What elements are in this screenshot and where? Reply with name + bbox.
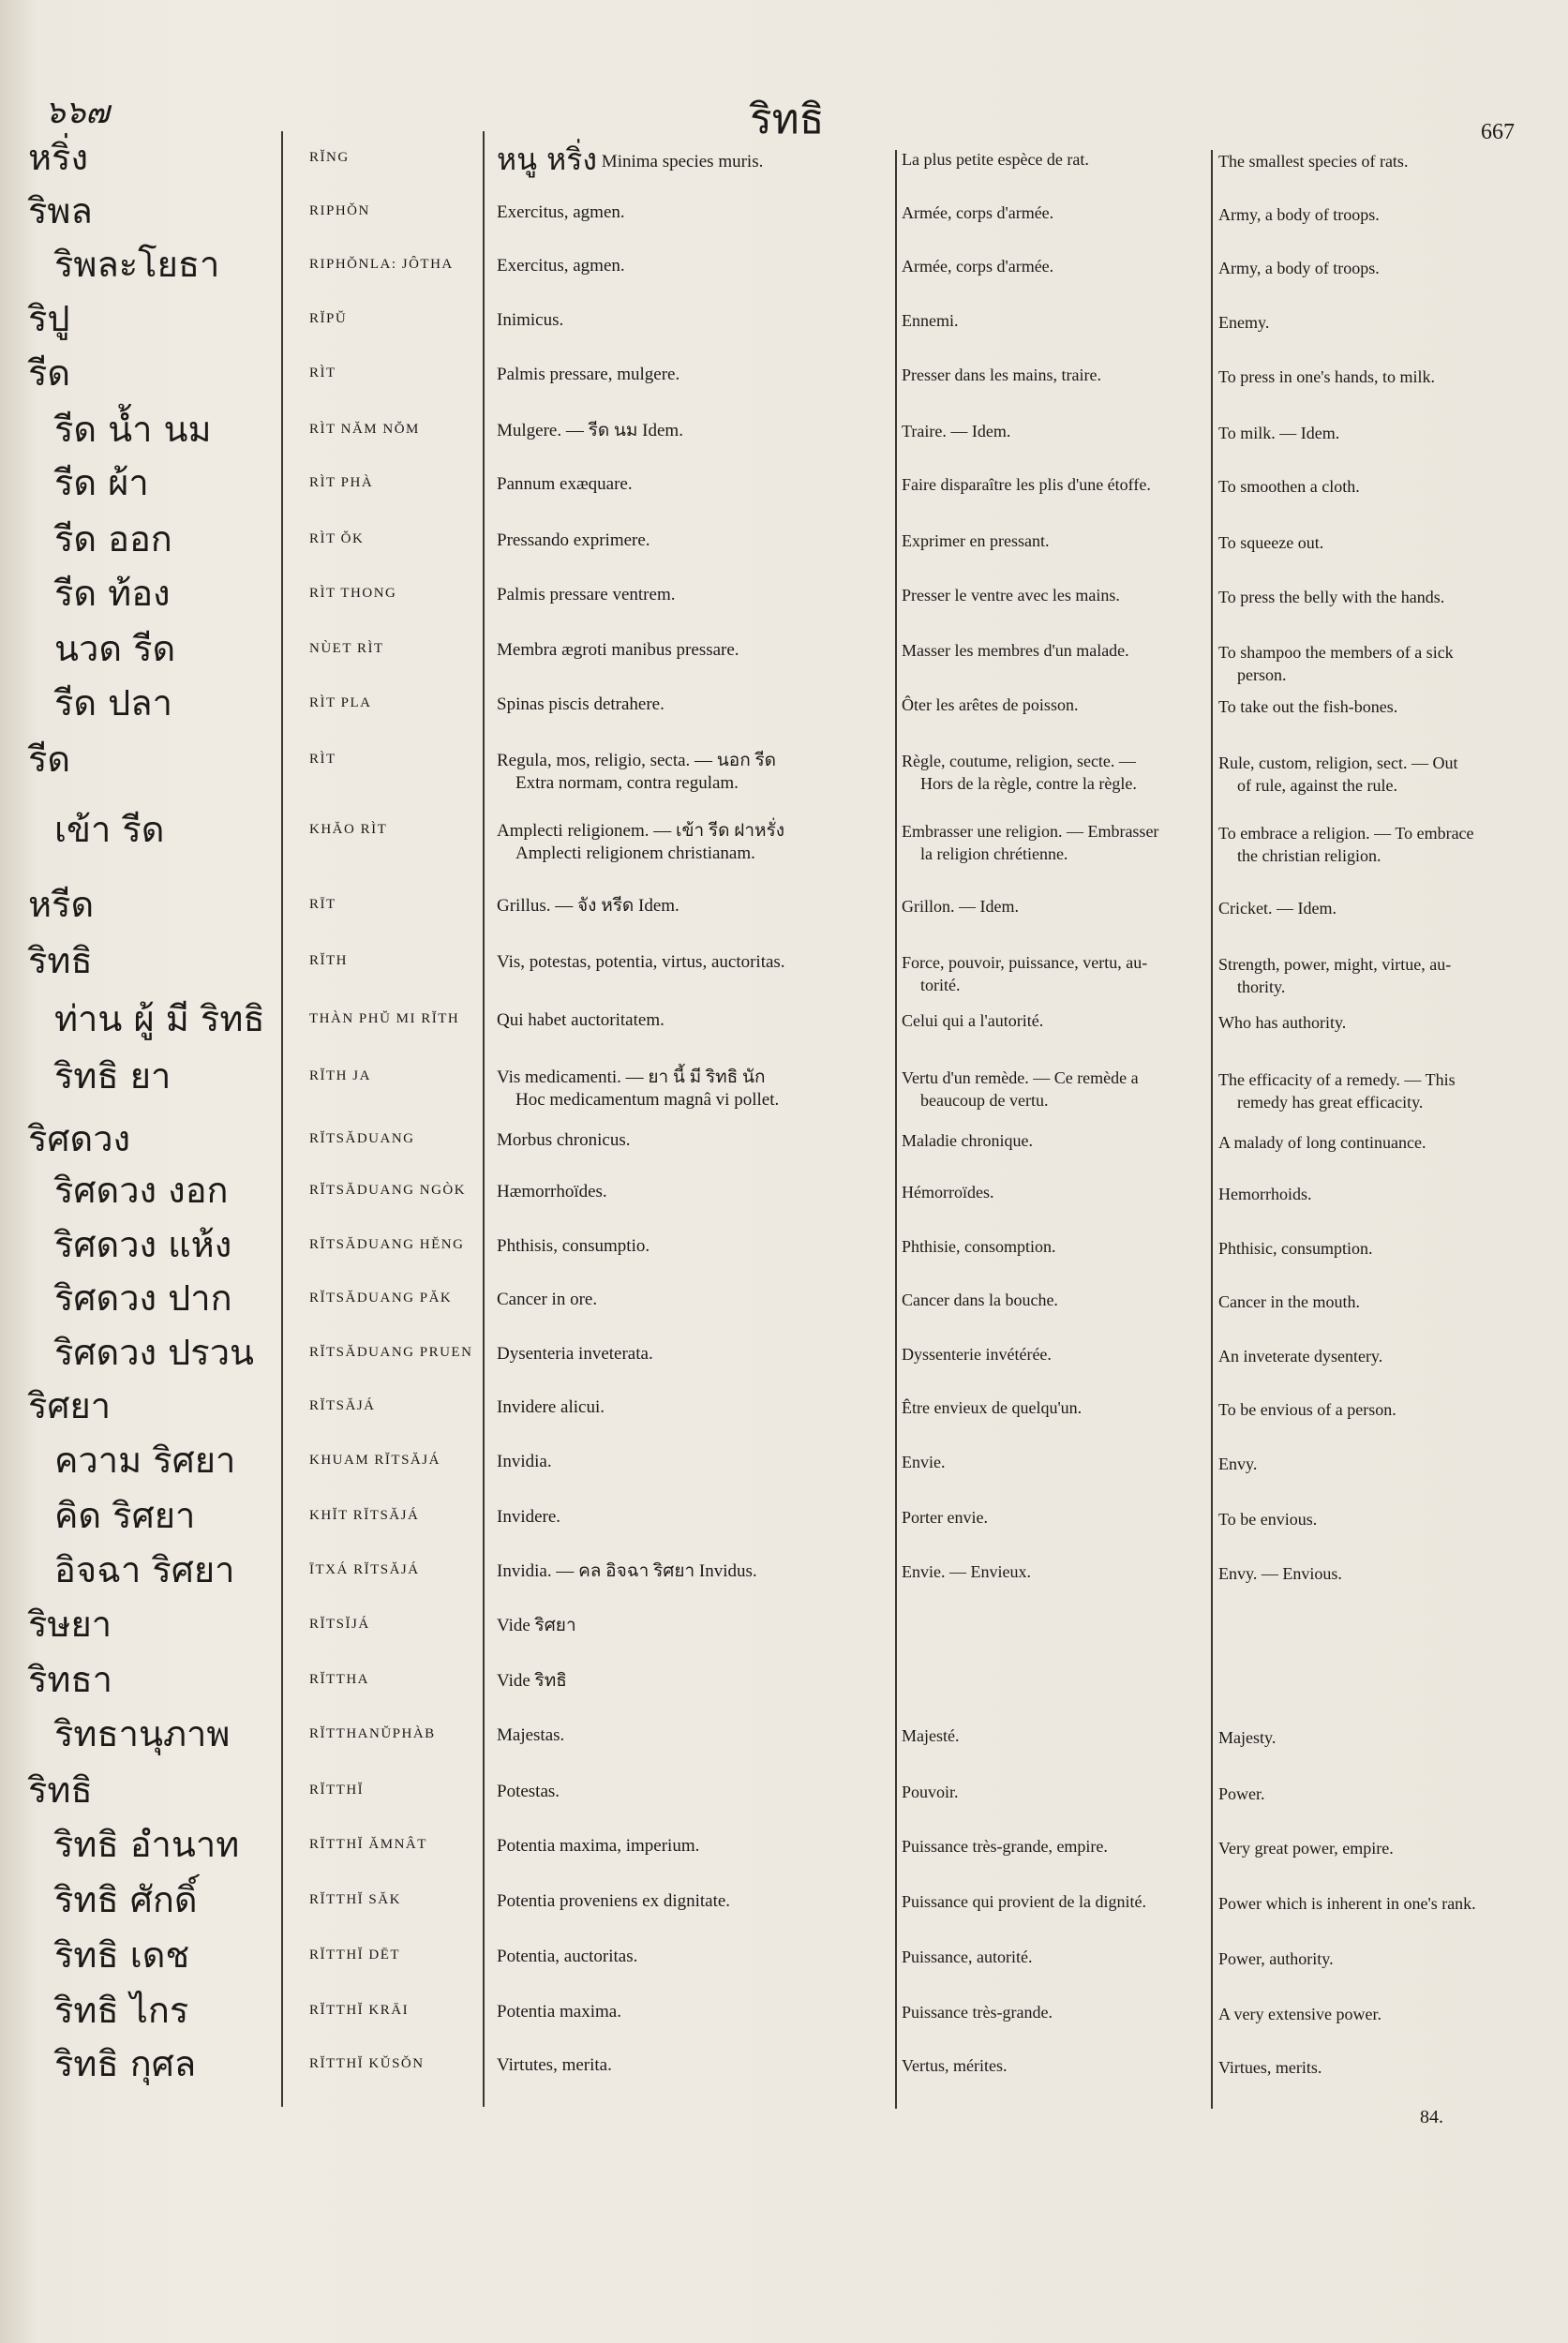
french-definition: [902, 694, 1078, 716]
english-definition: [1218, 2003, 1381, 2025]
french-text-continued: torité.: [920, 976, 961, 994]
french-text: Celui qui a l'autorité.: [902, 1011, 1044, 1030]
latin-text: Vis, potestas, potentia, virtus, auctoritas.: [497, 952, 785, 972]
latin-text: Majestas.: [497, 1725, 565, 1745]
french-definition: [902, 1946, 1032, 1968]
english-text-continued: thority.: [1237, 977, 1286, 996]
english-definition: [1218, 822, 1474, 867]
latin-definition: [497, 473, 633, 496]
english-text: Army, a body of troops.: [1218, 205, 1380, 224]
french-text: Armée, corps d'armée.: [902, 257, 1054, 276]
latin-text: Potentia maxima, imperium.: [497, 1836, 700, 1856]
latin-text: Palmis pressare ventrem.: [497, 585, 676, 604]
english-text: Virtues, merits.: [1218, 2058, 1322, 2077]
latin-text: Grillus. — จัง หรีด Idem.: [497, 896, 679, 916]
latin-text: Vide ริศยา: [497, 1616, 576, 1635]
french-definition: [902, 201, 1053, 224]
romanization: RÌT: [309, 752, 336, 767]
latin-definition: [497, 1235, 650, 1258]
latin-text-continued: Hoc medicamentum magnâ vi pollet.: [515, 1090, 780, 1110]
french-text: Presser le ventre avec les mains.: [902, 586, 1120, 604]
english-text: Cricket. — Idem.: [1218, 899, 1337, 918]
english-definition: [1218, 203, 1380, 226]
french-definition: [902, 1835, 1108, 1858]
romanization: RĬTSĂJÁ: [309, 1398, 376, 1413]
latin-definition: [497, 1396, 605, 1419]
latin-text: Pannum exæquare.: [497, 474, 633, 494]
latin-text: Vis medicamenti. — ยา นี้ มี ริทธิ นัก: [497, 1067, 766, 1087]
french-definition: [902, 364, 1101, 386]
latin-definition: [497, 201, 625, 224]
english-definition: [1218, 1237, 1373, 1260]
thai-headword: รีด: [28, 352, 71, 394]
thai-headword: หรีด: [28, 884, 95, 925]
romanization: RĪT: [309, 897, 336, 912]
english-definition: [1218, 1892, 1476, 1915]
latin-text: Dysenteria inveterata.: [497, 1344, 653, 1364]
latin-definition: [497, 1670, 567, 1693]
english-definition: [1218, 1183, 1311, 1205]
french-definition: [902, 1129, 1033, 1152]
latin-text: Inimicus.: [497, 310, 564, 330]
latin-text: Invidia. — คล อิจฉา ริศยา Invidus.: [497, 1561, 757, 1581]
page-title: ริทธิ: [750, 96, 825, 143]
english-definition: [1218, 1453, 1257, 1475]
french-text-continued: Hors de la règle, contre la règle.: [920, 774, 1137, 793]
english-text: To press the belly with the hands.: [1218, 588, 1445, 606]
english-text: A very extensive power.: [1218, 2005, 1381, 2023]
french-definition: [902, 255, 1053, 277]
english-text: Power which is inherent in one's rank.: [1218, 1894, 1476, 1913]
romanization: RĬTTHĬ: [309, 1783, 365, 1798]
latin-definition: [497, 1506, 560, 1529]
thai-example: หนู หริ่ง: [497, 142, 598, 177]
thai-page-number: ๖๖๗: [45, 96, 110, 130]
romanization: RĬTTHANŬPHÀB: [309, 1726, 436, 1741]
french-definition: [902, 895, 1019, 918]
romanization: RĬTTHĬ KŬSŎN: [309, 2056, 425, 2071]
latin-text: Invidia.: [497, 1452, 552, 1471]
french-text: Puissance, autorité.: [902, 1948, 1033, 1966]
thai-headword: รีด ท้อง: [54, 573, 171, 614]
latin-definition: [497, 142, 764, 177]
romanization: RĬTSĂDUANG PĂK: [309, 1291, 453, 1306]
romanization: KHUAM RĬTSĂJÁ: [309, 1453, 441, 1468]
english-definition: [1218, 1508, 1317, 1530]
english-text: To shampoo the members of a sick: [1218, 643, 1454, 662]
english-definition: [1218, 1291, 1360, 1313]
latin-text: Mulgere. — รีด นม Idem.: [497, 421, 683, 440]
romanization: RĬTSĂDUANG NGÒK: [309, 1183, 467, 1198]
latin-text: Minima species muris.: [601, 152, 764, 172]
signature-mark: 84.: [1420, 2107, 1443, 2127]
latin-text: Potentia proveniens ex dignitate.: [497, 1891, 731, 1911]
french-text: Armée, corps d'armée.: [902, 203, 1054, 222]
english-text: To press in one's hands, to milk.: [1218, 367, 1435, 386]
french-text: Hémorroïdes.: [902, 1183, 994, 1201]
english-text: The efficacity of a remedy. — This: [1218, 1070, 1456, 1089]
thai-headword: ความ ริศยา: [54, 1440, 236, 1481]
english-definition: [1218, 695, 1397, 718]
english-definition: [1218, 475, 1360, 498]
thai-headword: รีด: [28, 739, 71, 780]
latin-text: Vide ริทธิ: [497, 1671, 567, 1691]
french-definition: [902, 1396, 1082, 1419]
french-definition: [902, 1724, 959, 1747]
french-definition: [902, 309, 959, 332]
french-definition: [902, 1289, 1058, 1311]
english-text: An inveterate dysentery.: [1218, 1347, 1383, 1366]
french-text: Cancer dans la bouche.: [902, 1291, 1058, 1309]
thai-headword: รีด ผ้า: [54, 462, 149, 503]
thai-headword: ท่าน ผู้ มี ริทธิ: [54, 998, 265, 1039]
thai-headword: ริทธิ: [28, 940, 93, 981]
latin-text: Cancer in ore.: [497, 1290, 598, 1309]
french-text: Porter envie.: [902, 1508, 988, 1527]
latin-text: Pressando exprimere.: [497, 530, 650, 550]
french-text: Masser les membres d'un malade.: [902, 641, 1129, 660]
english-definition: [1218, 1068, 1456, 1113]
english-text: Power, authority.: [1218, 1949, 1334, 1968]
english-text: Hemorrhoids.: [1218, 1185, 1312, 1203]
french-text: Pouvoir.: [902, 1783, 959, 1801]
thai-headword: ริทธิ อำนาท: [54, 1824, 240, 1865]
latin-definition: [497, 1181, 607, 1203]
french-text: Puissance très-grande.: [902, 2003, 1053, 2022]
english-text: Very great power, empire.: [1218, 1839, 1394, 1858]
french-definition: [902, 1560, 1031, 1583]
french-text: Puissance très-grande, empire.: [902, 1837, 1108, 1856]
latin-definition: [497, 309, 563, 332]
english-text: To squeeze out.: [1218, 533, 1324, 552]
latin-definition: [497, 530, 650, 552]
thai-headword: ริทธานุภาพ: [54, 1713, 231, 1754]
french-text: Grillon. — Idem.: [902, 897, 1019, 916]
romanization: RĬTTHĬ SĂK: [309, 1892, 401, 1907]
thai-headword: ริศดวง ปาก: [54, 1277, 232, 1319]
thai-headword: ริทธิ ไกร: [54, 1990, 189, 2031]
thai-headword: เข้า รีด: [54, 809, 165, 850]
english-text: To take out the fish-bones.: [1218, 697, 1398, 716]
english-definition: [1218, 897, 1337, 919]
latin-definition: [497, 584, 675, 606]
english-text: To be envious.: [1218, 1510, 1318, 1529]
french-text: La plus petite espèce de rat.: [902, 150, 1089, 169]
french-definition: [902, 2054, 1007, 2077]
english-text: Phthisic, consumption.: [1218, 1239, 1373, 1258]
french-definition: [902, 1235, 1056, 1258]
english-definition: [1218, 1726, 1276, 1749]
latin-definition: [497, 951, 785, 974]
column-divider-2: [483, 131, 485, 2107]
english-text: Envy. — Envious.: [1218, 1564, 1342, 1583]
latin-text: Invidere.: [497, 1507, 561, 1527]
latin-text: Membra ægroti manibus pressare.: [497, 640, 739, 660]
romanization: RĬNG: [309, 150, 350, 165]
french-definition: [902, 820, 1158, 865]
thai-headword: ริทธิ เดช: [54, 1934, 190, 1976]
romanization: RĬTTHĬ KRĀI: [309, 2003, 410, 2018]
french-text: Envie. — Envieux.: [902, 1562, 1031, 1581]
french-definition: [902, 420, 1010, 442]
romanization: RIPHŎN: [309, 203, 370, 218]
thai-headword: ริทธิ ศักดิ์: [54, 1879, 198, 1920]
french-definition: [902, 2001, 1053, 2023]
romanization: NÙET RÌT: [309, 641, 384, 656]
thai-headword: ริศดวง งอก: [54, 1170, 229, 1211]
english-definition: [1218, 1011, 1346, 1034]
romanization: RĬTH JA: [309, 1068, 371, 1083]
latin-text: Exercitus, agmen.: [497, 256, 625, 276]
french-definition: [902, 1343, 1052, 1366]
latin-definition: [497, 420, 683, 442]
english-text: Strength, power, might, virtue, au-: [1218, 955, 1452, 974]
french-text: Faire disparaître les plis d'une étoffe.: [902, 475, 1151, 494]
english-text: To smoothen a cloth.: [1218, 477, 1360, 496]
latin-definition: [497, 820, 784, 865]
latin-definition: [497, 1129, 630, 1152]
romanization: RĬPŬ: [309, 311, 348, 326]
french-definition: [902, 1890, 1146, 1913]
english-definition: [1218, 366, 1435, 388]
romanization: RIPHŎNLA: JÔTHA: [309, 257, 454, 272]
latin-definition: [497, 1343, 653, 1366]
french-text: Force, pouvoir, puissance, vertu, au-: [902, 953, 1148, 972]
column-divider-4: [1211, 150, 1213, 2109]
english-definition: [1218, 1783, 1265, 1805]
latin-text: Qui habet auctoritatem.: [497, 1010, 665, 1030]
latin-definition: [497, 364, 679, 386]
french-definition: [902, 639, 1129, 662]
thai-headword: คิด ริศยา: [54, 1495, 196, 1536]
french-text: Presser dans les mains, traire.: [902, 366, 1101, 384]
latin-text: Invidere alicui.: [497, 1397, 605, 1417]
english-definition: [1218, 641, 1454, 686]
thai-headword: ริศดวง แห้ง: [54, 1224, 232, 1265]
thai-headword: ริปู: [28, 298, 70, 339]
romanization: RĬTSĂDUANG HĔNG: [309, 1237, 465, 1252]
french-text: Puissance qui provient de la dignité.: [902, 1892, 1146, 1911]
french-definition: [902, 148, 1089, 171]
thai-headword: รีด ออก: [54, 518, 172, 560]
french-text: Majesté.: [902, 1726, 960, 1745]
page-number: 667: [1481, 120, 1515, 144]
latin-definition: [497, 694, 665, 716]
french-text: Ôter les arêtes de poisson.: [902, 695, 1079, 714]
latin-definition: [497, 895, 679, 918]
english-text: To embrace a religion. — To embrace: [1218, 824, 1474, 843]
thai-headword: ริทธา: [28, 1659, 112, 1700]
english-text: Rule, custom, religion, sect. — Out: [1218, 754, 1458, 772]
english-text: To be envious of a person.: [1218, 1400, 1396, 1419]
latin-text: Exercitus, agmen.: [497, 202, 625, 222]
romanization: RĬTSĂDUANG PRUEN: [309, 1345, 473, 1360]
column-divider-3: [895, 150, 897, 2109]
thai-headword: อิจฉา ริศยา: [54, 1549, 235, 1590]
english-definition: [1218, 311, 1269, 334]
latin-definition: [497, 1560, 757, 1583]
romanization: KHĂO RÌT: [309, 822, 388, 837]
french-definition: [902, 750, 1137, 795]
french-text: Phthisie, consomption.: [902, 1237, 1056, 1256]
romanization: RÌT NĂM NŎM: [309, 422, 420, 437]
romanization: RÌT PLA: [309, 695, 372, 710]
french-definition: [902, 951, 1147, 996]
thai-headword: หริ่ง: [28, 137, 89, 178]
thai-headword: รีด ปลา: [54, 682, 172, 724]
english-text: Power.: [1218, 1784, 1265, 1803]
english-text-continued: person.: [1237, 665, 1287, 684]
romanization: RÌT ŎK: [309, 531, 365, 546]
thai-headword: ริพล: [28, 190, 93, 231]
latin-definition: [497, 1946, 637, 1968]
thai-headword: ริทธิ กุศล: [54, 2043, 197, 2084]
latin-text: Morbus chronicus.: [497, 1130, 631, 1150]
english-text-continued: remedy has great efficacity.: [1237, 1093, 1424, 1112]
latin-definition: [497, 639, 739, 662]
thai-headword: ริษยา: [28, 1604, 112, 1645]
english-definition: [1218, 150, 1408, 172]
french-text: Exprimer en pressant.: [902, 531, 1050, 550]
latin-text: Spinas piscis detrahere.: [497, 694, 665, 714]
english-text: A malady of long continuance.: [1218, 1133, 1426, 1152]
english-definition: [1218, 531, 1323, 554]
french-text-continued: beaucoup de vertu.: [920, 1091, 1049, 1110]
english-definition: [1218, 586, 1444, 608]
french-text: Embrasser une religion. — Embrasser: [902, 822, 1159, 841]
english-text-continued: the christian religion.: [1237, 846, 1381, 865]
latin-text-continued: Amplecti religionem christianam.: [515, 843, 755, 863]
latin-definition: [497, 2001, 621, 2023]
latin-definition: [497, 1289, 597, 1311]
english-definition: [1218, 2056, 1322, 2079]
french-definition: [902, 473, 1151, 496]
english-text: Who has authority.: [1218, 1013, 1347, 1032]
latin-text: Hæmorrhoïdes.: [497, 1182, 607, 1201]
english-definition: [1218, 1345, 1382, 1367]
french-text-continued: la religion chrétienne.: [920, 844, 1068, 863]
thai-headword: ริศดวง: [28, 1118, 131, 1159]
latin-definition: [497, 1724, 564, 1747]
latin-text: Potentia, auctoritas.: [497, 1947, 638, 1966]
french-text: Traire. — Idem.: [902, 422, 1011, 440]
latin-definition: [497, 1009, 665, 1032]
thai-headword: ริศยา: [28, 1385, 112, 1426]
english-definition: [1218, 257, 1380, 279]
french-text: Envie.: [902, 1453, 946, 1471]
romanization: RĬTTHĬ ĂMNÂT: [309, 1837, 427, 1852]
french-definition: [902, 1009, 1043, 1032]
english-definition: [1218, 1131, 1426, 1154]
thai-headword: นวด รีด: [54, 628, 176, 669]
french-definition: [902, 584, 1120, 606]
romanization: RÌT PHÀ: [309, 475, 374, 490]
english-text: Enemy.: [1218, 313, 1270, 332]
english-text: The smallest species of rats.: [1218, 152, 1409, 171]
romanization: RÌT THONG: [309, 586, 397, 601]
english-definition: [1218, 752, 1457, 797]
romanization: RÌT: [309, 366, 336, 381]
latin-definition: [497, 1067, 779, 1112]
french-text: Être envieux de quelqu'un.: [902, 1398, 1083, 1417]
english-definition: [1218, 1837, 1394, 1859]
romanization: ĪTXÁ RĬTSĂJÁ: [309, 1562, 420, 1577]
latin-definition: [497, 1781, 560, 1803]
french-text: Vertu d'un remède. — Ce remède a: [902, 1068, 1139, 1087]
romanization: RĬTSĂDUANG: [309, 1131, 415, 1146]
thai-headword: ริพละโยธา: [54, 244, 220, 285]
latin-text: Virtutes, merita.: [497, 2055, 612, 2075]
english-text: Cancer in the mouth.: [1218, 1292, 1360, 1311]
french-text: Ennemi.: [902, 311, 959, 330]
english-definition: [1218, 422, 1339, 444]
latin-text: Potestas.: [497, 1782, 560, 1801]
english-definition: [1218, 1398, 1396, 1421]
latin-definition: [497, 2054, 612, 2077]
french-definition: [902, 1506, 988, 1529]
latin-definition: [497, 750, 776, 795]
english-text: Envy.: [1218, 1455, 1258, 1473]
latin-definition: [497, 1451, 552, 1473]
english-text: Army, a body of troops.: [1218, 259, 1380, 277]
latin-text: Regula, mos, religio, secta. — นอก รีด: [497, 751, 777, 770]
latin-text-continued: Extra normam, contra regulam.: [515, 773, 739, 793]
thai-headword: ริศดวง ปรวน: [54, 1332, 255, 1373]
french-definition: [902, 1067, 1139, 1112]
latin-text: Palmis pressare, mulgere.: [497, 365, 680, 384]
english-definition: [1218, 953, 1451, 998]
french-definition: [902, 1181, 993, 1203]
latin-text: Potentia maxima.: [497, 2002, 621, 2022]
latin-definition: [497, 1890, 730, 1913]
column-divider-1: [281, 131, 283, 2107]
thai-headword: รีด น้ำ นม: [54, 409, 212, 450]
french-definition: [902, 1781, 959, 1803]
latin-definition: [497, 1615, 576, 1637]
thai-headword: ริทธิ ยา: [54, 1055, 172, 1097]
english-text: To milk. — Idem.: [1218, 424, 1340, 442]
english-text-continued: of rule, against the rule.: [1237, 776, 1397, 795]
romanization: RĬTTHA: [309, 1672, 369, 1687]
romanization: THÀN PHŬ MI RĬTH: [309, 1011, 460, 1026]
romanization: RĬTSĬJÁ: [309, 1617, 370, 1632]
english-definition: [1218, 1562, 1342, 1585]
french-text: Maladie chronique.: [902, 1131, 1033, 1150]
thai-headword: ริทธิ: [28, 1769, 93, 1811]
french-definition: [902, 1451, 946, 1473]
latin-definition: [497, 1835, 699, 1858]
romanization: RĬTTHĬ DĒT: [309, 1948, 401, 1962]
french-text: Règle, coutume, religion, secte. —: [902, 752, 1136, 770]
french-definition: [902, 530, 1049, 552]
english-definition: [1218, 1948, 1334, 1970]
latin-text: Amplecti religionem. — เข้า รีด ฝาหรั่ง: [497, 821, 785, 841]
french-text: Dyssenterie invétérée.: [902, 1345, 1052, 1364]
latin-text: Phthisis, consumptio.: [497, 1236, 650, 1256]
latin-definition: [497, 255, 625, 277]
english-text: Majesty.: [1218, 1728, 1277, 1747]
french-text: Vertus, mérites.: [902, 2056, 1008, 2075]
romanization: RĬTH: [309, 953, 348, 968]
romanization: KHĬT RĬTSĂJÁ: [309, 1508, 420, 1523]
